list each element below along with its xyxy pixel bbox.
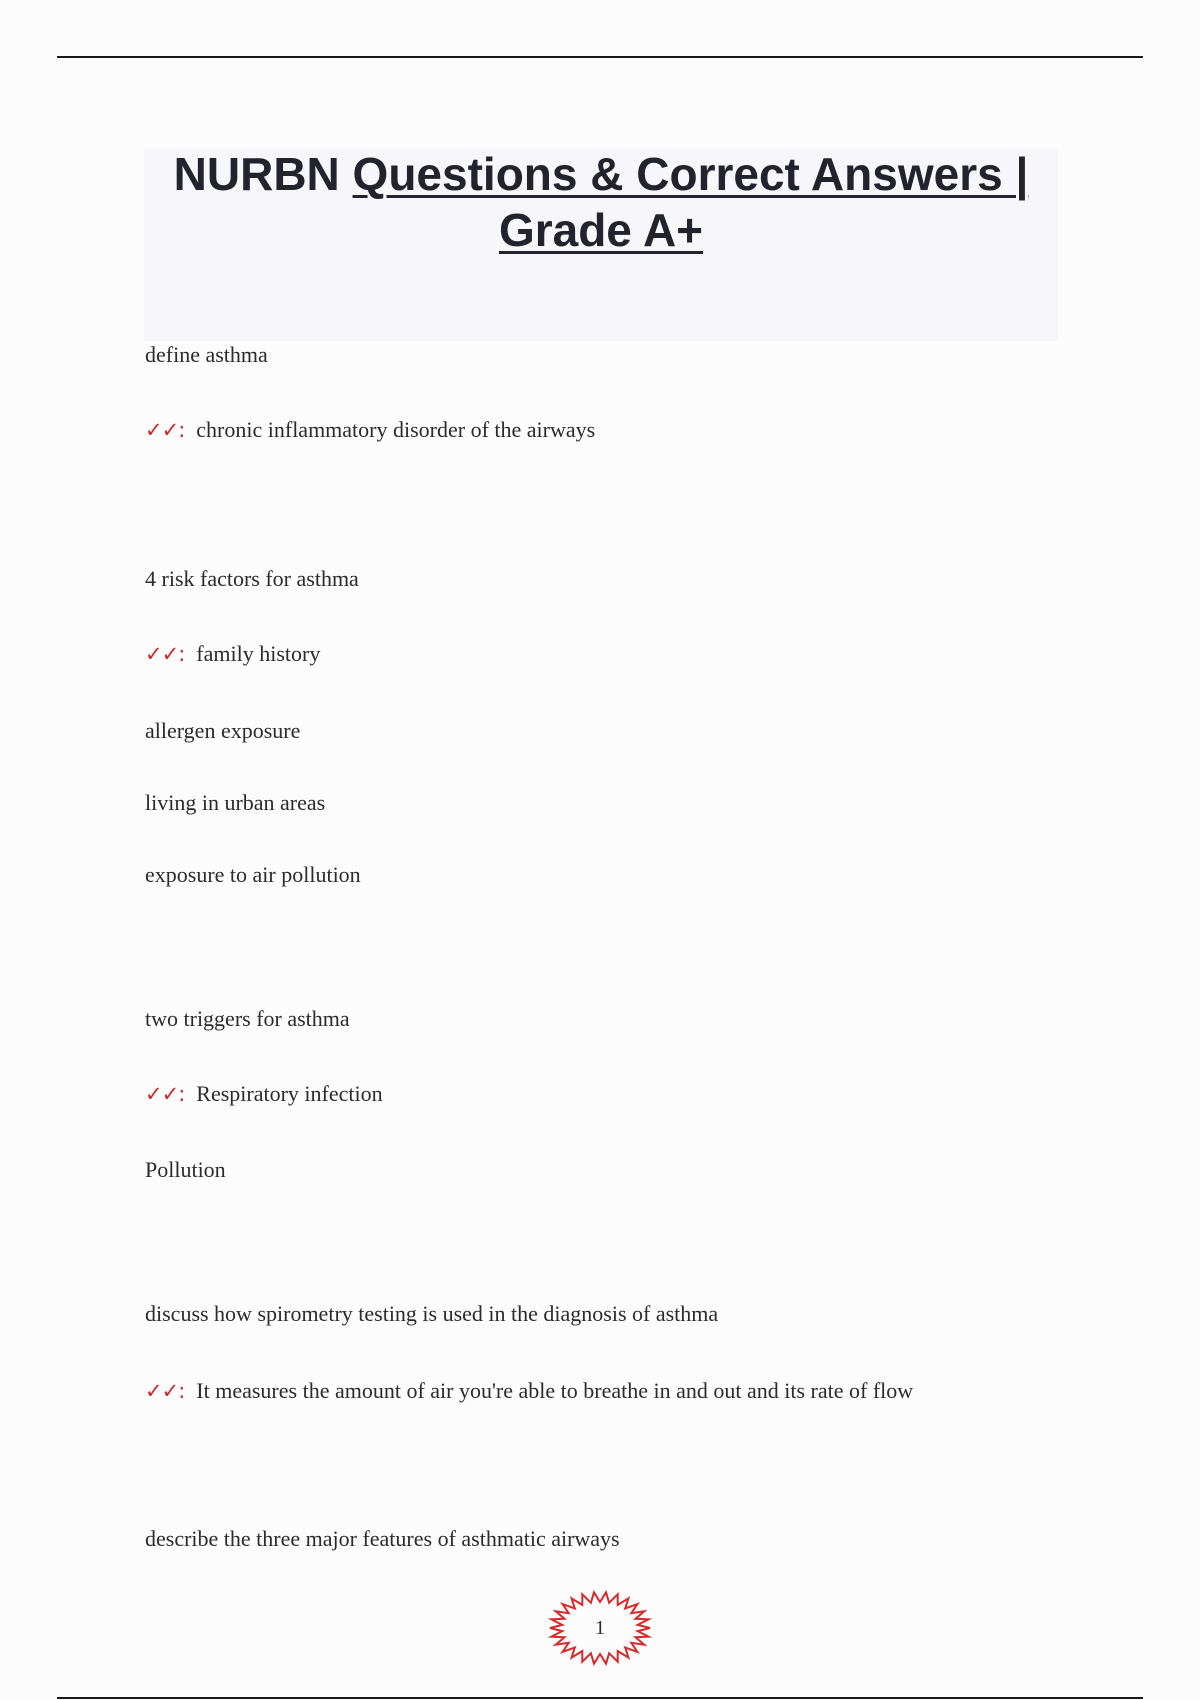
answer-text: Respiratory infection bbox=[196, 1081, 383, 1106]
question-5: describe the three major features of asthmatic airways bbox=[145, 1526, 620, 1551]
double-check-icon: ✓✓: bbox=[145, 1082, 185, 1106]
double-check-icon: ✓✓: bbox=[145, 642, 185, 666]
answer-2-line-2: allergen exposure bbox=[145, 718, 301, 743]
title-underlined-line-2: Grade A+ bbox=[498, 204, 704, 256]
answer-3 bbox=[145, 1081, 383, 1107]
question-4: discuss how spirometry testing is used in the diagnosis of asthma bbox=[145, 1301, 719, 1326]
answer-text: It measures the amount of air you're able to breathe in and out and its rate of flow bbox=[196, 1378, 914, 1403]
answer-text: family history bbox=[196, 641, 321, 666]
title-underlined-line-1: Questions & Correct Answers | bbox=[352, 148, 1029, 200]
answer-2-line-4: exposure to air pollution bbox=[145, 862, 361, 887]
bottom-rule bbox=[57, 1697, 1143, 1699]
question-1: define asthma bbox=[145, 342, 268, 367]
answer-4 bbox=[145, 1378, 913, 1404]
page-number: 1 bbox=[595, 1617, 605, 1639]
answer-2-line-3: living in urban areas bbox=[145, 790, 326, 815]
double-check-icon: ✓✓: bbox=[145, 418, 185, 442]
question-3: two triggers for asthma bbox=[145, 1006, 350, 1031]
title-plain: NURBN bbox=[173, 148, 353, 200]
answer-text: chronic inflammatory disorder of the airways bbox=[196, 417, 596, 442]
double-check-icon: ✓✓: bbox=[145, 1379, 185, 1403]
question-2: 4 risk factors for asthma bbox=[145, 566, 359, 591]
answer-3-line-2: Pollution bbox=[145, 1157, 226, 1182]
document-title bbox=[144, 146, 1058, 258]
answer-2 bbox=[145, 641, 320, 667]
answer-1 bbox=[145, 417, 595, 443]
top-rule bbox=[57, 56, 1143, 58]
